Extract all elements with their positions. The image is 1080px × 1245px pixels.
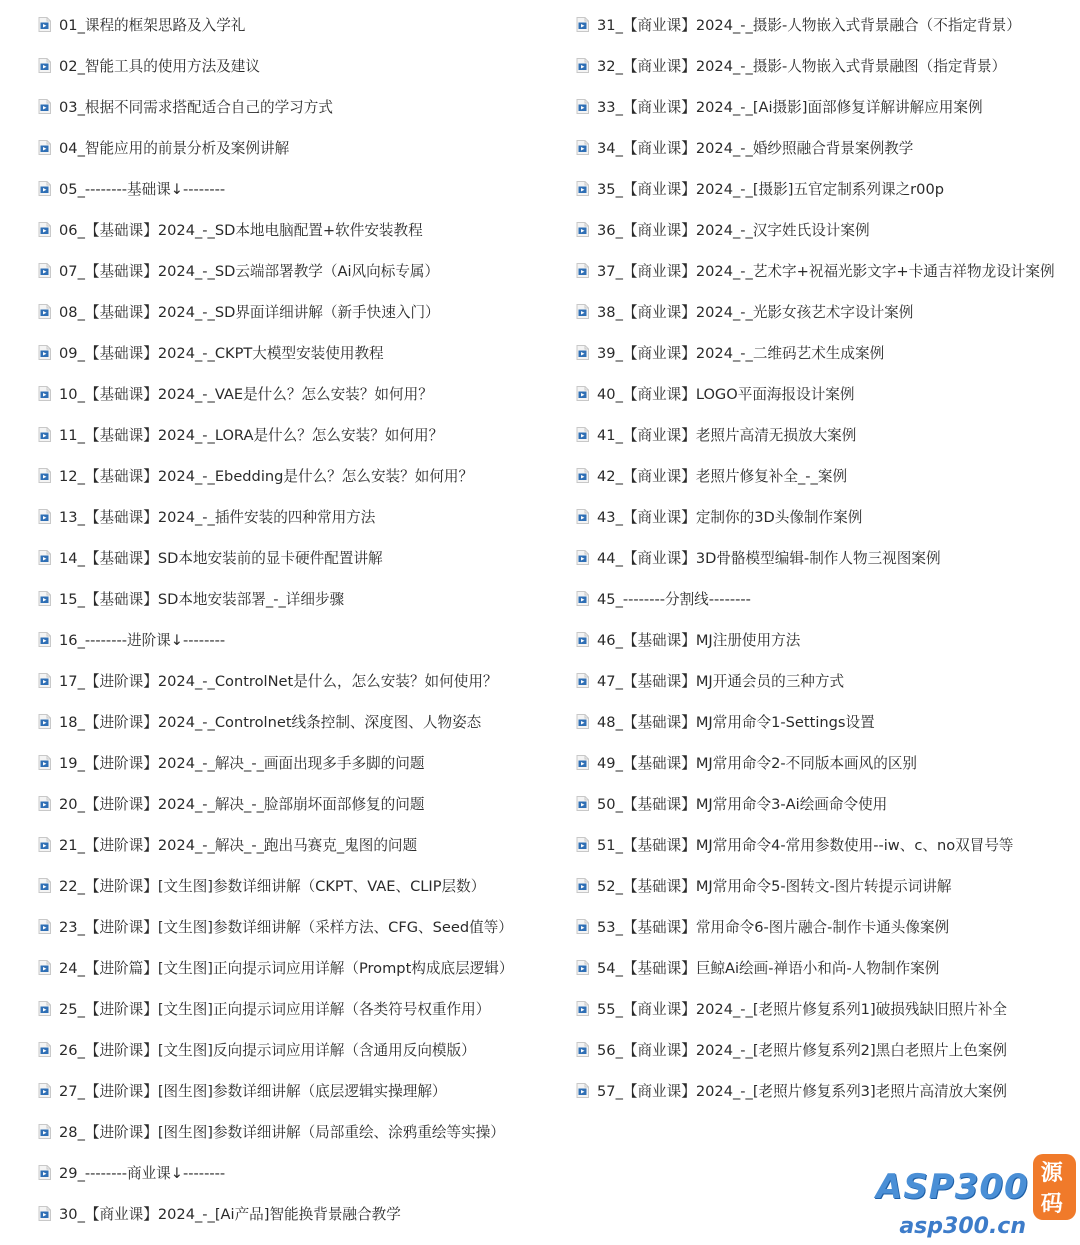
file-list-item[interactable] xyxy=(576,701,1076,742)
file-list-item[interactable] xyxy=(38,373,558,414)
file-list-item[interactable] xyxy=(38,86,558,127)
file-name: 16_--------进阶课↓-------- xyxy=(59,632,226,649)
file-list-left-column xyxy=(38,4,558,1234)
file-list-item[interactable] xyxy=(576,168,1076,209)
file-list-item[interactable] xyxy=(38,783,558,824)
video-file-icon xyxy=(576,796,589,811)
video-file-icon xyxy=(38,509,51,524)
file-list-item[interactable] xyxy=(38,701,558,742)
video-file-icon xyxy=(38,1165,51,1180)
file-name: 28_【进阶课】[图生图]参数详细讲解（局部重绘、涂鸦重绘等实操） xyxy=(59,1124,505,1141)
file-list-item[interactable] xyxy=(576,1029,1076,1070)
file-name: 14_【基础课】SD本地安装前的显卡硬件配置讲解 xyxy=(59,550,383,567)
video-file-icon xyxy=(38,550,51,565)
file-list-item[interactable] xyxy=(576,86,1076,127)
file-list-item[interactable] xyxy=(38,906,558,947)
video-file-icon xyxy=(38,673,51,688)
video-file-icon xyxy=(38,919,51,934)
video-file-icon xyxy=(38,468,51,483)
video-file-icon xyxy=(38,1083,51,1098)
video-file-icon xyxy=(38,304,51,319)
file-name: 03_根据不同需求搭配适合自己的学习方式 xyxy=(59,99,333,116)
file-name: 51_【基础课】MJ常用命令4-常用参数使用--iw、c、no双冒号等 xyxy=(597,837,1014,854)
file-list-right-column xyxy=(576,4,1076,1111)
file-list-item[interactable] xyxy=(576,209,1076,250)
file-name: 42_【商业课】老照片修复补全_-_案例 xyxy=(597,468,848,485)
video-file-icon xyxy=(38,1001,51,1016)
file-name: 52_【基础课】MJ常用命令5-图转文-图片转提示词讲解 xyxy=(597,878,952,895)
file-name: 54_【基础课】巨鲸Ai绘画-禅语小和尚-人物制作案例 xyxy=(597,960,940,977)
file-name: 12_【基础课】2024_-_Ebedding是什么？怎么安装？如何用？ xyxy=(59,468,474,485)
file-list-item[interactable] xyxy=(38,455,558,496)
video-file-icon xyxy=(38,714,51,729)
file-name: 17_【进阶课】2024_-_ControlNet是什么，怎么安装？如何使用？ xyxy=(59,673,498,690)
file-name: 18_【进阶课】2024_-_Controlnet线条控制、深度图、人物姿态 xyxy=(59,714,482,731)
file-list-item[interactable] xyxy=(38,45,558,86)
file-name: 48_【基础课】MJ常用命令1-Settings设置 xyxy=(597,714,875,731)
file-list-item[interactable] xyxy=(38,988,558,1029)
file-list-item[interactable] xyxy=(576,250,1076,291)
file-name: 11_【基础课】2024_-_LORA是什么？怎么安装？如何用？ xyxy=(59,427,444,444)
file-name: 57_【商业课】2024_-_[老照片修复系列3]老照片高清放大案例 xyxy=(597,1083,1008,1100)
file-name: 19_【进阶课】2024_-_解决_-_画面出现多手多脚的问题 xyxy=(59,755,425,772)
file-list-item[interactable] xyxy=(576,537,1076,578)
file-list-item[interactable] xyxy=(38,250,558,291)
file-name: 55_【商业课】2024_-_[老照片修复系列1]破损残缺旧照片补全 xyxy=(597,1001,1008,1018)
file-list-item[interactable] xyxy=(576,4,1076,45)
file-list-item[interactable] xyxy=(38,537,558,578)
file-list-item[interactable] xyxy=(38,1152,558,1193)
video-file-icon xyxy=(38,58,51,73)
file-list-item[interactable] xyxy=(576,742,1076,783)
file-list-item[interactable] xyxy=(38,1070,558,1111)
video-file-icon xyxy=(576,591,589,606)
video-file-icon xyxy=(576,1083,589,1098)
watermark-logo xyxy=(876,1161,1076,1217)
video-file-icon xyxy=(38,1206,51,1221)
video-file-icon xyxy=(38,427,51,442)
file-name: 30_【商业课】2024_-_[Ai产品]智能换背景融合教学 xyxy=(59,1206,401,1223)
video-file-icon xyxy=(576,468,589,483)
file-name: 37_【商业课】2024_-_艺术字+祝福光影文字+卡通吉祥物龙设计案例 xyxy=(597,263,1055,280)
video-file-icon xyxy=(38,386,51,401)
file-list-item[interactable] xyxy=(576,496,1076,537)
file-list-item[interactable] xyxy=(576,455,1076,496)
file-name: 33_【商业课】2024_-_[Ai摄影]面部修复详解讲解应用案例 xyxy=(597,99,983,116)
file-list-item[interactable] xyxy=(576,824,1076,865)
file-name: 24_【进阶篇】[文生图]正向提示词应用详解（Prompt构成底层逻辑） xyxy=(59,960,514,977)
file-name: 01_课程的框架思路及入学礼 xyxy=(59,17,246,34)
file-name: 22_【进阶课】[文生图]参数详细讲解（CKPT、VAE、CLIP层数） xyxy=(59,878,486,895)
file-list-item[interactable] xyxy=(576,127,1076,168)
video-file-icon xyxy=(38,960,51,975)
file-name: 41_【商业课】老照片高清无损放大案例 xyxy=(597,427,857,444)
file-list-item[interactable] xyxy=(38,660,558,701)
video-file-icon xyxy=(576,714,589,729)
video-file-icon xyxy=(576,181,589,196)
file-name: 40_【商业课】LOGO平面海报设计案例 xyxy=(597,386,855,403)
video-file-icon xyxy=(38,263,51,278)
video-file-icon xyxy=(576,17,589,32)
file-name: 07_【基础课】2024_-_SD云端部署教学（Ai风向标专属） xyxy=(59,263,440,280)
file-name: 10_【基础课】2024_-_VAE是什么？怎么安装？如何用？ xyxy=(59,386,433,403)
video-file-icon xyxy=(576,755,589,770)
file-name: 29_--------商业课↓-------- xyxy=(59,1165,226,1182)
file-name: 09_【基础课】2024_-_CKPT大模型安装使用教程 xyxy=(59,345,384,362)
file-name: 25_【进阶课】[文生图]正向提示词应用详解（各类符号权重作用） xyxy=(59,1001,491,1018)
file-list-item[interactable] xyxy=(38,332,558,373)
file-name: 31_【商业课】2024_-_摄影-人物嵌入式背景融合（不指定背景） xyxy=(597,17,1021,34)
file-list-item[interactable] xyxy=(576,291,1076,332)
video-file-icon xyxy=(576,345,589,360)
file-list-item[interactable] xyxy=(576,1070,1076,1111)
video-file-icon xyxy=(576,960,589,975)
file-list-item[interactable] xyxy=(576,578,1076,619)
file-name: 45_--------分割线-------- xyxy=(597,591,751,608)
file-name: 32_【商业课】2024_-_摄影-人物嵌入式背景融图（指定背景） xyxy=(597,58,1007,75)
video-file-icon xyxy=(576,304,589,319)
file-list-item[interactable] xyxy=(576,332,1076,373)
file-list-item[interactable] xyxy=(38,865,558,906)
file-name: 20_【进阶课】2024_-_解决_-_脸部崩坏面部修复的问题 xyxy=(59,796,425,813)
video-file-icon xyxy=(38,140,51,155)
file-list-item[interactable] xyxy=(38,947,558,988)
file-name: 06_【基础课】2024_-_SD本地电脑配置+软件安装教程 xyxy=(59,222,423,239)
file-name: 05_--------基础课↓-------- xyxy=(59,181,226,198)
video-file-icon xyxy=(38,1042,51,1057)
file-name: 26_【进阶课】[文生图]反向提示词应用详解（含通用反向模版） xyxy=(59,1042,476,1059)
file-name: 44_【商业课】3D骨骼模型编辑-制作人物三视图案例 xyxy=(597,550,941,567)
video-file-icon xyxy=(576,673,589,688)
video-file-icon xyxy=(576,837,589,852)
file-name: 02_智能工具的使用方法及建议 xyxy=(59,58,260,75)
video-file-icon xyxy=(38,755,51,770)
file-list-item[interactable] xyxy=(576,947,1076,988)
video-file-icon xyxy=(576,1001,589,1016)
file-list-item[interactable] xyxy=(38,291,558,332)
video-file-icon xyxy=(576,99,589,114)
file-list-item[interactable] xyxy=(38,127,558,168)
video-file-icon xyxy=(38,222,51,237)
video-file-icon xyxy=(576,427,589,442)
video-file-icon xyxy=(576,386,589,401)
file-name: 50_【基础课】MJ常用命令3-Ai绘画命令使用 xyxy=(597,796,888,813)
file-name: 43_【商业课】定制你的3D头像制作案例 xyxy=(597,509,863,526)
video-file-icon xyxy=(576,263,589,278)
video-file-icon xyxy=(38,1124,51,1139)
video-file-icon xyxy=(38,99,51,114)
file-list-item[interactable] xyxy=(576,906,1076,947)
file-name: 21_【进阶课】2024_-_解决_-_跑出马赛克_鬼图的问题 xyxy=(59,837,418,854)
video-file-icon xyxy=(576,550,589,565)
video-file-icon xyxy=(576,919,589,934)
video-file-icon xyxy=(38,181,51,196)
video-file-icon xyxy=(38,632,51,647)
file-name: 35_【商业课】2024_-_[摄影]五官定制系列课之r00p xyxy=(597,181,944,198)
video-file-icon xyxy=(38,591,51,606)
file-list-item[interactable] xyxy=(576,988,1076,1029)
file-name: 23_【进阶课】[文生图]参数详细讲解（采样方法、CFG、Seed值等） xyxy=(59,919,513,936)
file-list-item[interactable] xyxy=(38,742,558,783)
file-name: 34_【商业课】2024_-_婚纱照融合背景案例教学 xyxy=(597,140,914,157)
video-file-icon xyxy=(38,837,51,852)
file-list-item[interactable] xyxy=(38,619,558,660)
watermark-domain: asp300.cn xyxy=(899,1214,1026,1239)
file-list-item[interactable] xyxy=(38,578,558,619)
file-list-item[interactable] xyxy=(576,660,1076,701)
watermark-brand: ASP300 xyxy=(876,1167,1029,1207)
video-file-icon xyxy=(576,58,589,73)
watermark-badge: 源码 xyxy=(1033,1154,1076,1220)
file-name: 56_【商业课】2024_-_[老照片修复系列2]黑白老照片上色案例 xyxy=(597,1042,1008,1059)
file-name: 53_【基础课】常用命令6-图片融合-制作卡通头像案例 xyxy=(597,919,950,936)
video-file-icon xyxy=(38,878,51,893)
file-list-item[interactable] xyxy=(576,619,1076,660)
file-list-item[interactable] xyxy=(38,209,558,250)
file-name: 04_智能应用的前景分析及案例讲解 xyxy=(59,140,290,157)
file-name: 08_【基础课】2024_-_SD界面详细讲解（新手快速入门） xyxy=(59,304,440,321)
video-file-icon xyxy=(38,17,51,32)
video-file-icon xyxy=(576,140,589,155)
file-name: 49_【基础课】MJ常用命令2-不同版本画风的区别 xyxy=(597,755,918,772)
file-list-item[interactable] xyxy=(576,373,1076,414)
file-list-item[interactable] xyxy=(38,1111,558,1152)
video-file-icon xyxy=(576,509,589,524)
file-list-item[interactable] xyxy=(38,1193,558,1234)
video-file-icon xyxy=(38,345,51,360)
file-list-item[interactable] xyxy=(38,824,558,865)
video-file-icon xyxy=(576,632,589,647)
file-list-item[interactable] xyxy=(576,783,1076,824)
file-list-item[interactable] xyxy=(38,4,558,45)
video-file-icon xyxy=(576,1042,589,1057)
file-name: 13_【基础课】2024_-_插件安装的四种常用方法 xyxy=(59,509,376,526)
file-list-item[interactable] xyxy=(38,414,558,455)
file-name: 47_【基础课】MJ开通会员的三种方式 xyxy=(597,673,845,690)
file-list-item[interactable] xyxy=(576,45,1076,86)
file-name: 39_【商业课】2024_-_二维码艺术生成案例 xyxy=(597,345,885,362)
file-name: 15_【基础课】SD本地安装部署_-_详细步骤 xyxy=(59,591,345,608)
file-list-item[interactable] xyxy=(38,496,558,537)
file-name: 36_【商业课】2024_-_汉字姓氏设计案例 xyxy=(597,222,870,239)
video-file-icon xyxy=(38,796,51,811)
file-name: 46_【基础课】MJ注册使用方法 xyxy=(597,632,801,649)
file-list-item[interactable] xyxy=(576,865,1076,906)
video-file-icon xyxy=(576,878,589,893)
file-list-item[interactable] xyxy=(576,414,1076,455)
video-file-icon xyxy=(576,222,589,237)
file-name: 27_【进阶课】[图生图]参数详细讲解（底层逻辑实操理解） xyxy=(59,1083,447,1100)
watermark xyxy=(876,1161,1076,1239)
file-name: 38_【商业课】2024_-_光影女孩艺术字设计案例 xyxy=(597,304,914,321)
file-list-item[interactable] xyxy=(38,1029,558,1070)
file-list-item[interactable] xyxy=(38,168,558,209)
